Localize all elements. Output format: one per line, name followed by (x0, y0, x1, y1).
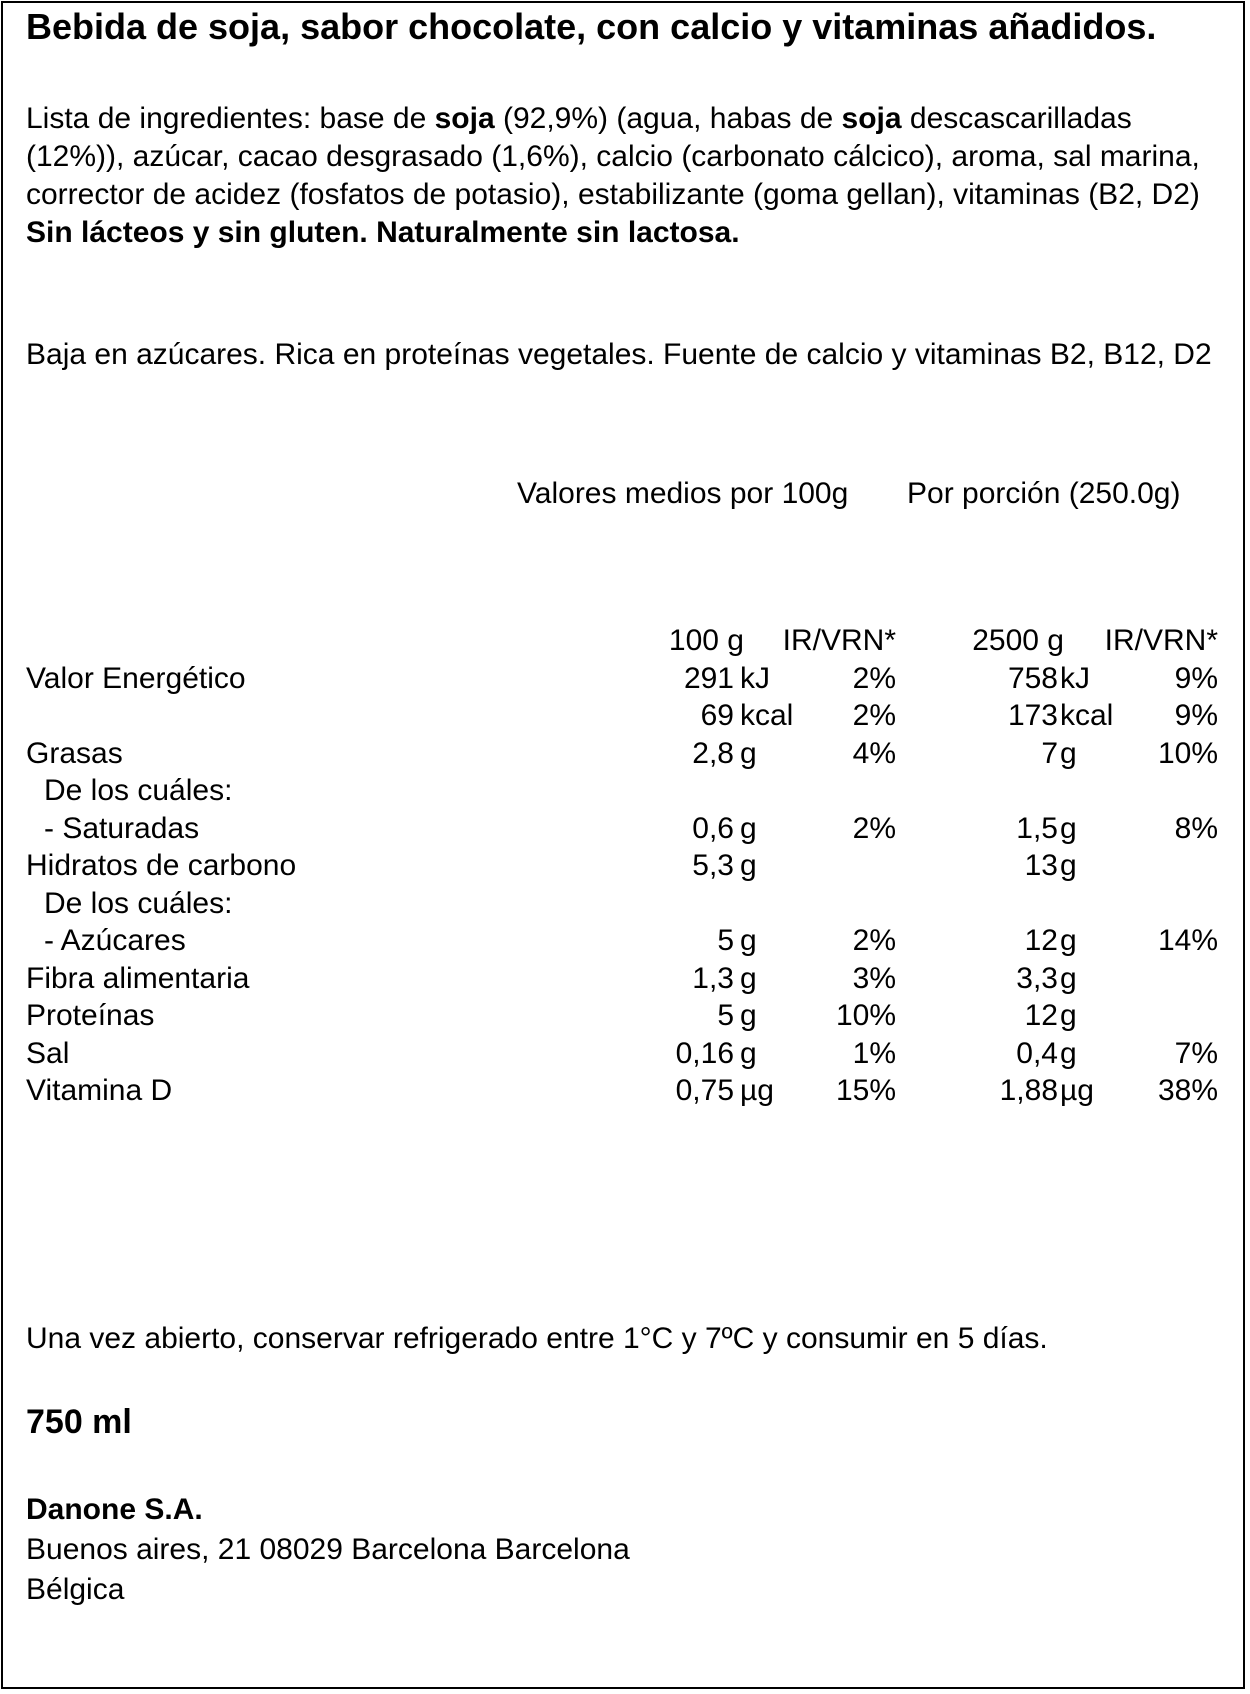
ingredients-text: (92,9%) (agua, habas de (494, 102, 842, 135)
nutrition-row (0, 1035, 1250, 1073)
nutrition-row (0, 810, 1250, 848)
col-per100-qty: 100 g (668, 624, 744, 657)
portion-value: 1,88 (999, 1074, 1058, 1107)
nutrition-claims: Baja en azúcares. Rica en proteínas vegetales. Fuente de calcio y vitaminas B2, B12, D2 (26, 338, 1212, 371)
nutrient-label: Grasas (26, 736, 123, 770)
per100-percent: 15% (835, 1074, 896, 1107)
company-country: Bélgica (26, 1573, 125, 1606)
nutrient-label: Sal (26, 1036, 70, 1070)
nutrient-label: De los cuáles: (44, 774, 233, 807)
per100-unit: g (740, 924, 757, 957)
product-title: Bebida de soja, sabor chocolate, con calcio y vitaminas añadidos. (26, 6, 1157, 47)
nutrition-row (0, 660, 1250, 698)
per100-percent: 1% (852, 1036, 896, 1070)
portion-unit: µg (1060, 1074, 1094, 1107)
portion-percent: 14% (1157, 924, 1218, 957)
per100-value: 5 (717, 924, 734, 957)
per100-value: 69 (700, 699, 734, 732)
nutrient-label: Valor Energético (26, 661, 246, 695)
nutrition-row (0, 1072, 1250, 1110)
portion-percent: 7% (1174, 1036, 1218, 1070)
portion-unit: g (1060, 961, 1077, 995)
col-portion-qty: 2500 g (972, 624, 1064, 657)
portion-unit: g (1060, 924, 1077, 957)
nutrition-row (0, 847, 1250, 885)
allergen-soja: soja (841, 102, 902, 135)
per100-percent: 2% (852, 924, 896, 957)
per100-unit: kJ (740, 661, 770, 695)
per100-header: Valores medios por 100g (517, 477, 849, 510)
nutrition-row (0, 885, 1250, 923)
per100-value: 5 (717, 999, 734, 1032)
nutrition-table-header-row (0, 622, 1250, 660)
per100-percent: 2% (852, 811, 896, 845)
company-address: Buenos aires, 21 08029 Barcelona Barcelona (26, 1533, 630, 1566)
ingredients-text: descascarilladas (12%)), azúcar, cacao desgrasado (1,6%), calcio (carbonato cálcico), aroma, sal marina, corrector de acidez (fosfatos de potasio), estabilizante (goma gellan), vitaminas (B2, D2) (26, 102, 1200, 211)
per100-value: 0,75 (675, 1074, 734, 1107)
per100-unit: g (740, 999, 757, 1032)
per100-unit: g (740, 811, 757, 845)
per100-unit: g (740, 1036, 757, 1070)
nutrition-row (0, 922, 1250, 960)
net-volume: 750 ml (26, 1403, 132, 1441)
per100-value: 0,6 (692, 811, 734, 845)
nutrient-label: Vitamina D (26, 1074, 173, 1107)
portion-value: 758 (1007, 661, 1058, 695)
col-per100-pct: IR/VRN* (782, 624, 896, 657)
nutrient-label: Fibra alimentaria (26, 961, 250, 995)
portion-value: 1,5 (1016, 811, 1058, 845)
company-name: Danone S.A. (26, 1493, 203, 1526)
portion-unit: kcal (1060, 699, 1114, 732)
per100-percent: 3% (852, 961, 896, 995)
col-portion-pct: IR/VRN* (1104, 624, 1218, 657)
per100-percent: 10% (835, 999, 896, 1032)
per100-unit: g (740, 736, 757, 770)
portion-unit: g (1060, 736, 1077, 770)
portion-unit: g (1060, 999, 1077, 1032)
ingredients-text: Lista de ingredientes: base de (26, 102, 435, 135)
per100-unit: g (740, 961, 757, 995)
portion-percent: 38% (1157, 1074, 1218, 1107)
portion-unit: g (1060, 1036, 1077, 1070)
per100-value: 291 (683, 661, 734, 695)
per100-percent: 4% (852, 736, 896, 770)
portion-value: 0,4 (1016, 1036, 1058, 1070)
allergen-statement: Sin lácteos y sin gluten. Naturalmente sin lactosa. (26, 216, 740, 249)
portion-unit: g (1060, 849, 1077, 882)
nutrient-label: - Saturadas (44, 811, 200, 845)
per100-unit: µg (740, 1074, 774, 1107)
per100-percent: 2% (852, 699, 896, 732)
portion-header: Por porción (250.0g) (907, 477, 1181, 510)
portion-value: 173 (1007, 699, 1058, 732)
portion-unit: kJ (1060, 661, 1090, 695)
portion-value: 13 (1024, 849, 1058, 882)
nutrition-rows (0, 660, 1250, 1110)
nutrition-table (0, 622, 1250, 1110)
portion-percent: 10% (1157, 736, 1218, 770)
allergen-soja: soja (434, 102, 495, 135)
portion-value: 12 (1024, 924, 1058, 957)
storage-instructions: Una vez abierto, conservar refrigerado entre 1°C y 7ºC y consumir en 5 días. (26, 1322, 1048, 1355)
per100-unit: kcal (740, 699, 794, 732)
nutrient-label: De los cuáles: (44, 886, 233, 920)
nutrient-label: Hidratos de carbono (26, 849, 297, 882)
nutrition-row (0, 997, 1250, 1035)
per100-value: 1,3 (692, 961, 734, 995)
portion-value: 3,3 (1016, 961, 1058, 995)
portion-unit: g (1060, 811, 1077, 845)
nutrient-label: Proteínas (26, 999, 155, 1032)
nutrition-row (0, 960, 1250, 998)
per100-value: 2,8 (692, 736, 734, 770)
portion-value: 7 (1041, 736, 1058, 770)
ingredients-list (26, 100, 1226, 252)
per100-value: 0,16 (675, 1036, 734, 1070)
portion-percent: 9% (1174, 699, 1218, 732)
portion-percent: 8% (1174, 811, 1218, 845)
per100-percent: 2% (852, 661, 896, 695)
per100-value: 5,3 (692, 849, 734, 882)
nutrient-label: - Azúcares (44, 924, 186, 957)
nutrition-row (0, 735, 1250, 773)
nutrition-row (0, 697, 1250, 735)
portion-percent: 9% (1174, 661, 1218, 695)
per100-unit: g (740, 849, 757, 882)
nutrition-row (0, 772, 1250, 810)
portion-value: 12 (1024, 999, 1058, 1032)
